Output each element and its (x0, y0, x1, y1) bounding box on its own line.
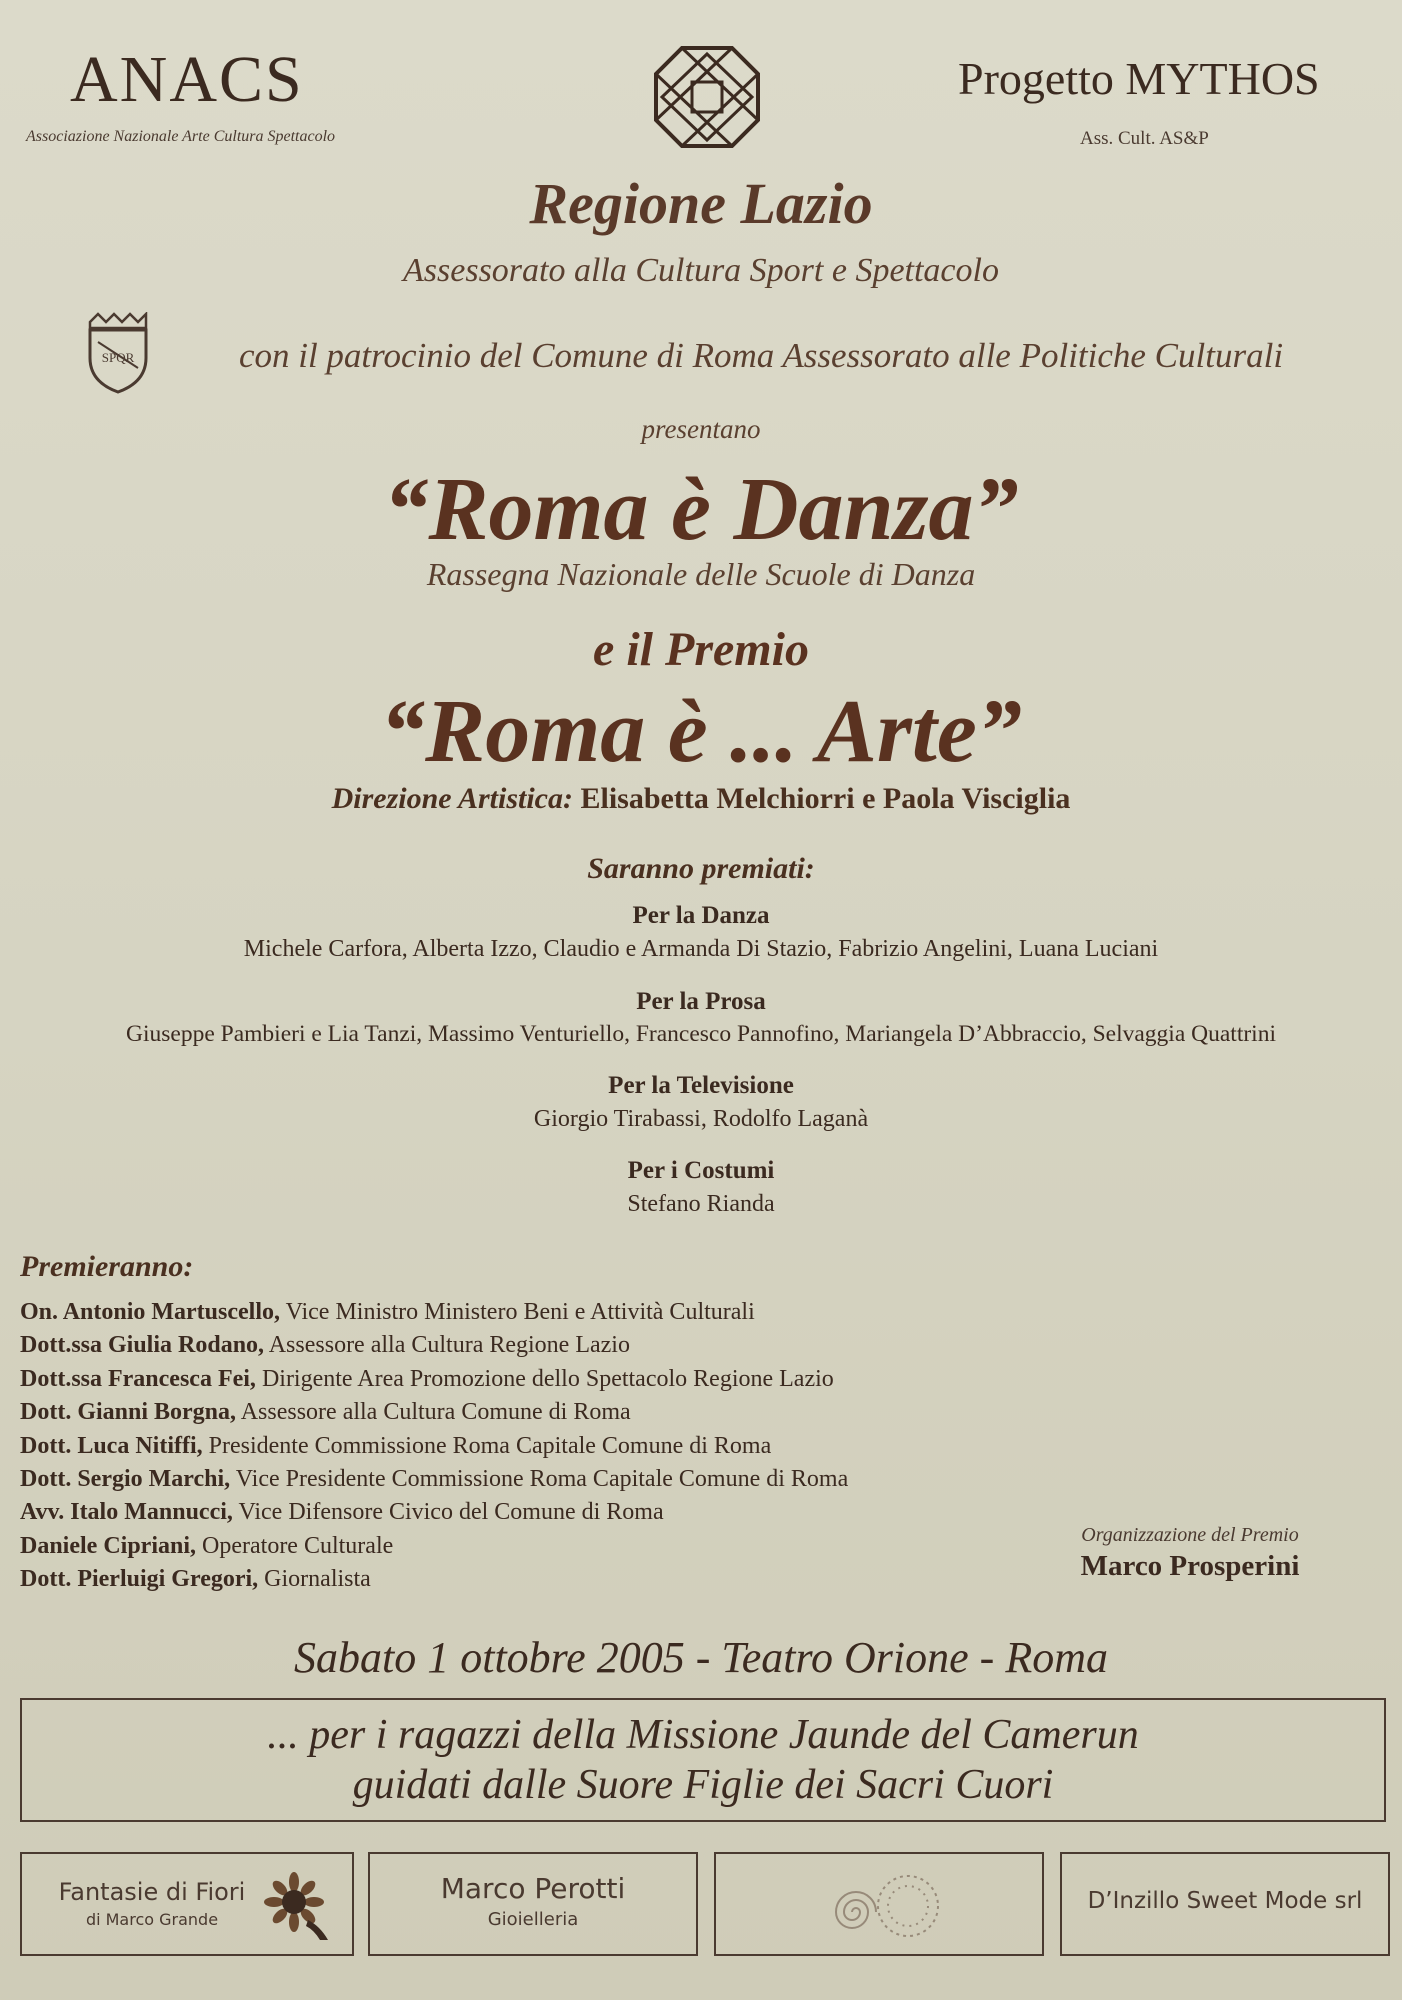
presenter-role: Assessore alla Cultura Regione Lazio (264, 1332, 630, 1359)
sponsor-name: Fantasie di Fiori (58, 1878, 246, 1906)
anacs-subtitle: Associazione Nazionale Arte Cultura Spettacolo (26, 128, 336, 145)
organization-label: Organizzazione del Premio (1081, 1524, 1299, 1546)
presenter-name: Dott. Luca Nitiffi, (20, 1432, 203, 1459)
artistic-direction (0, 782, 1402, 816)
presenter-row (20, 1530, 1070, 1563)
region-department: Assessorato alla Cultura Sport e Spettacolo (403, 252, 999, 289)
sunflower-icon (258, 1870, 338, 1942)
presenter-name: Dott. Sergio Marchi, (20, 1466, 231, 1493)
presenter-name: Dott. Pierluigi Gregori, (20, 1566, 259, 1593)
event-title: “Roma è Danza” (383, 460, 1019, 559)
presenter-role: Vice Presidente Commissione Roma Capitale Comune di Roma (230, 1466, 849, 1493)
presenter-row (20, 1396, 1070, 1429)
anacs-title: ANACS (70, 43, 304, 116)
presenters-list (20, 1296, 1070, 1597)
sponsor-spiral-logo (714, 1852, 1044, 1956)
sponsor-marco-perotti (368, 1852, 698, 1956)
presenter-role: Vice Ministro Ministero Beni e Attività Culturali (280, 1299, 755, 1325)
award-category-names: Giorgio Tirabassi, Rodolfo Laganà (533, 1106, 869, 1132)
sponsor-subtitle: Gioielleria (487, 1909, 579, 1930)
event-subtitle: Rassegna Nazionale delle Scuole di Danza (426, 556, 976, 592)
spiral-logo-icon (796, 1864, 966, 1946)
sponsor-name: Marco Perotti (440, 1872, 626, 1905)
presenter-row (20, 1496, 1070, 1529)
award-category-names: Giuseppe Pambieri e Lia Tanzi, Massimo Venturiello, Francesco Pannofino, Mariangela D’Abbraccio, Selvaggia Quattrini (126, 1021, 1276, 1047)
award-category-title: Per la Prosa (636, 988, 766, 1015)
organization-name: Marco Prosperini (1080, 1550, 1300, 1582)
presenters-heading: Premieranno: (20, 1250, 194, 1283)
award-category-title: Per la Televisione (608, 1072, 794, 1099)
presenter-row (20, 1463, 1070, 1496)
mission-line-2: guidati dalle Suore Figlie dei Sacri Cuori (352, 1762, 1054, 1808)
presenter-name: Dott.ssa Francesca Fei, (20, 1365, 256, 1392)
award-category-title: Per i Costumi (627, 1157, 775, 1184)
presenter-row (20, 1430, 1070, 1463)
presenter-row (20, 1329, 1070, 1362)
award-title: “Roma è ... Arte” (380, 682, 1022, 781)
presentano-label: presentano (641, 414, 761, 444)
event-date-venue: Sabato 1 ottobre 2005 - Teatro Orione - Roma (294, 1633, 1108, 1682)
presenter-name: Dott. Gianni Borgna, (20, 1399, 237, 1426)
presenter-name: Daniele Cipriani, (20, 1532, 197, 1559)
presenter-row (20, 1563, 1070, 1596)
mission-line-1: ... per i ragazzi della Missione Jaunde del Camerun (267, 1712, 1139, 1758)
sponsor-fantasie-di-fiori (20, 1852, 354, 1956)
region-title: Regione Lazio (529, 171, 873, 236)
sponsor-dinzillo (1060, 1852, 1390, 1956)
direction-label: Direzione Artistica: (331, 782, 573, 815)
direction-names: Elisabetta Melchiorri e Paola Visciglia (580, 782, 1071, 815)
ornamental-knot-emblem-icon (652, 44, 762, 150)
presenter-role: Giornalista (258, 1566, 371, 1593)
presenter-role: Dirigente Area Promozione dello Spettacolo Regione Lazio (255, 1365, 834, 1392)
presenter-role: Presidente Commissione Roma Capitale Comune di Roma (202, 1432, 772, 1459)
presenter-row (20, 1296, 1070, 1329)
presenter-name: On. Antonio Martuscello, (20, 1299, 281, 1325)
mission-box (20, 1698, 1386, 1822)
mythos-title: Progetto MYTHOS (958, 53, 1320, 104)
presenter-role: Vice Difensore Civico del Comune di Roma (232, 1499, 664, 1526)
sponsor-subtitle: di Marco Grande (85, 1910, 219, 1929)
presenter-name: Avv. Italo Mannucci, (20, 1499, 233, 1526)
awards-heading: Saranno premiati: (587, 852, 815, 885)
mythos-subtitle: Ass. Cult. AS&P (1080, 128, 1209, 149)
premio-intro: e il Premio (593, 623, 809, 676)
award-category-names: Michele Carfora, Alberta Izzo, Claudio e Armanda Di Stazio, Fabrizio Angelini, Luana Luciani (243, 936, 1159, 962)
presenter-row (20, 1363, 1070, 1396)
award-category-title: Per la Danza (632, 902, 770, 929)
patronage-line: con il patrocinio del Comune di Roma Assessorato alle Politiche Culturali (238, 336, 1284, 375)
presenter-role: Operatore Culturale (196, 1532, 394, 1559)
award-category-names: Stefano Rianda (627, 1191, 775, 1217)
presenter-name: Dott.ssa Giulia Rodano, (20, 1332, 265, 1359)
sponsor-name: D’Inzillo Sweet Mode srl (1087, 1888, 1363, 1914)
crest-text: SPQR (101, 350, 135, 365)
presenter-role: Assessore alla Cultura Comune di Roma (236, 1399, 631, 1426)
